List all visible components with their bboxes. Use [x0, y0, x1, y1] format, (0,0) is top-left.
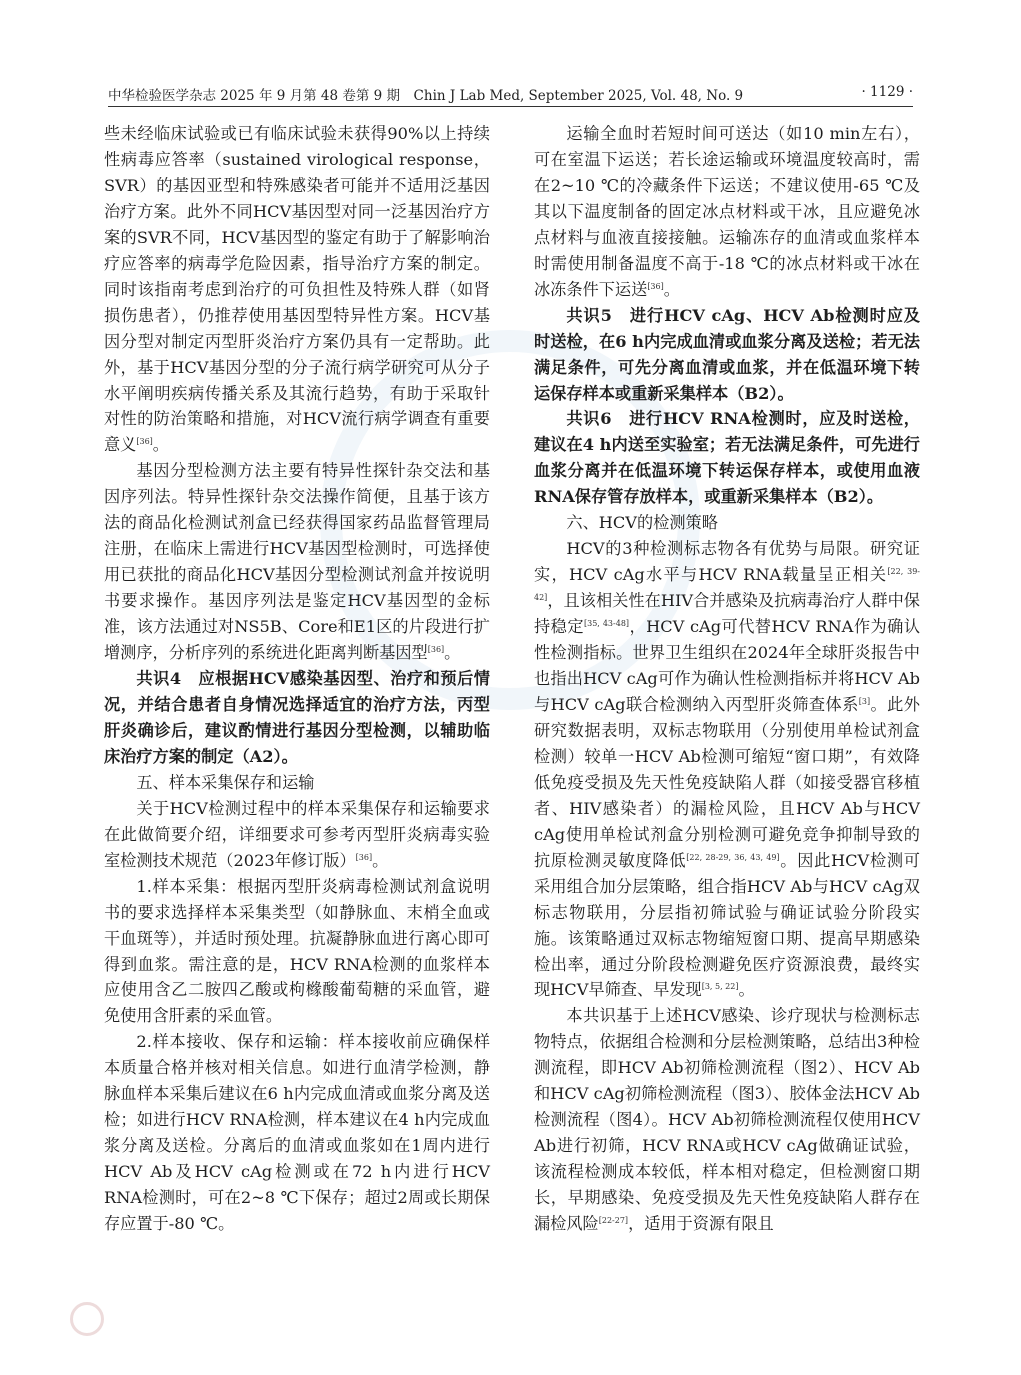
citation-ref: [22-27] — [598, 1216, 629, 1226]
text-run: 。因此HCV检测可采用组合加分层策略，组合指HCV Ab与HCV cAg双标志物联用，分层指初筛试验与确证试验分阶段实施。该策略通过双标志物缩短窗口期、提高早期感染检出率，通过分阶段检测避免医疗资源浪费，最终实现HCV早筛查、早发现 — [534, 850, 920, 1000]
paragraph — [104, 874, 490, 1030]
text-run: ，适用于资源有限且 — [628, 1214, 774, 1234]
citation-ref: [3] — [858, 696, 871, 706]
text-run: 五、样本采集保存和运输 — [136, 772, 315, 792]
paragraph — [534, 121, 920, 303]
citation-ref: [22, 28-29, 36, 43, 49] — [686, 852, 780, 862]
text-run: HCV的3种检测标志物各有优势与局限。研究证实，HCV cAg水平与HCV RNA载量呈正相关 — [534, 539, 920, 585]
citation-ref: [36] — [355, 852, 373, 862]
journal-citation: 中华检验医学杂志 2025 年 9 月第 48 卷第 9 期 Chin J Lab Med, September 2025, Vol. 48, No. 9 — [108, 88, 744, 104]
text-run: 。 — [372, 850, 389, 870]
left-column — [104, 121, 490, 1237]
text-run: 共识5 进行HCV cAg、HCV Ab检测时应及时送检，在6 h内完成血清或血浆分离及送检；若无法满足条件，可先分离血清或血浆，并在低温环境下转运保存样本或重新采集样本（B2）。 — [534, 305, 920, 403]
citation-ref: [36] — [136, 437, 153, 447]
text-run: 1.样本采集：根据丙型肝炎病毒检测试剂盒说明书的要求选择样本采集类型（如静脉血、末梢全血或干血斑等），并适时预处理。抗凝静脉血进行离心即可得到血浆。需注意的是，HCV RNA检测的血浆样本应使用含乙二胺四乙酸或枸橼酸葡萄糖的采血管，避免使用含肝素的采血管。 — [104, 876, 490, 1026]
text-run: 。 — [663, 279, 680, 299]
paragraph — [104, 1029, 490, 1237]
text-run: 共识6 进行HCV RNA检测时，应及时送检，建议在4 h内送至实验室；若无法满足条件，可先进行血浆分离并在低温环境下转运保存样本，或使用血液RNA保存管存放样本，或重新采集样本（B2）。 — [534, 409, 920, 507]
citation-ref: [36] — [427, 645, 445, 655]
text-run: ，HCV cAg可代替HCV RNA作为确认性检测指标。世界卫生组织在2024年全球肝炎报告中也指出HCV cAg可作为确认性检测指标并将HCV Ab与HCV cAg联合检测纳入丙型肝炎筛查体系 — [534, 617, 921, 714]
text-run: ，且该相关性在HIV合并感染及抗病毒治疗人群中保持稳定 — [534, 591, 920, 637]
paragraph — [104, 796, 490, 874]
section-heading — [104, 770, 490, 796]
text-run: 关于HCV检测过程中的样本采集保存和运输要求在此做简要介绍，详细要求可参考丙型肝炎病毒实验室检测技术规范（2023年修订版） — [104, 798, 490, 870]
running-header — [108, 80, 913, 106]
text-run: 基因分型检测方法主要有特异性探针杂交法和基因序列法。特异性探针杂交法操作简便，且基于该方法的商品化检测试剂盒已经获得国家药品监督管理局注册，在临床上需进行HCV基因型检测时，可选择使用已获批的商品化HCV基因分型检测试剂盒并按说明书要求操作。基因序列法是鉴定HCV基因型的金标准，该方法通过对NS5B、Core和E1区的片段进行扩增测序，分析序列的系统进化距离判断基因型 — [104, 461, 490, 663]
header-rule — [108, 106, 913, 107]
text-run: 。 — [152, 435, 169, 455]
paragraph — [104, 121, 490, 458]
citation-ref: [22, 39-42] — [534, 567, 920, 603]
text-run: 些未经临床试验或已有临床试验未获得90%以上持续性病毒应答率（sustained virological response，SVR）的基因亚型和特殊感染者可能并不适用泛基因治疗方案。此外不同HCV基因型对同一泛基因治疗方案的SVR不同，HCV基因型的鉴定有助于了解影响治疗应答率的病毒学危险因素，指导治疗方案的制定。同时该指南考虑到治疗的可负担性及特殊人群（如肾损伤患者），仍推荐使用基因型特异性方案。HCV基因分型对制定丙型肝炎治疗方案仍具有一定帮助。此外，基于HCV基因分型的分子流行病学研究可从分子水平阐明疾病传播关系及其流行趋势，有助于采取针对性的防治策略和措施，对HCV流行病学调查有重要意义 — [104, 124, 490, 455]
text-run: 2.样本接收、保存和运输：样本接收前应确保样本质量合格并核对相关信息。如进行血清学检测，静脉血样本采集后建议在6 h内完成血清或血浆分离及送检；如进行HCV RNA检测，样本建议在4 h内完成血浆分离及送检。分离后的血清或血浆如在1周内进行HCV Ab及HCV cAg检测或在72 h内进行HCV RNA检测时，可在2~8 ℃下保存；超过2周或长期保存应置于-80 ℃。 — [104, 1032, 490, 1234]
page-number: · 1129 · — [861, 84, 913, 100]
consensus-statement — [104, 666, 490, 770]
consensus-statement — [534, 406, 920, 510]
text-run: 共识4 应根据HCV感染基因型、治疗和预后情况，并结合患者自身情况选择适宜的治疗方法，丙型肝炎确诊后，建议酌情进行基因分型检测，以辅助临床治疗方案的制定（A2）。 — [104, 669, 490, 766]
paragraph — [534, 536, 920, 1003]
text-run: 运输全血时若短时间可送达（如10 min左右），可在室温下运送；若长途运输或环境温度较高时，需在2~10 ℃的冷藏条件下运送；不建议使用-65 ℃及其以下温度制备的固定冰点材料或干冰，且应避免冰点材料与血液直接接触。运输冻存的血清或血浆样本时需使用制备温度不高于-18 ℃的冰点材料或干冰在冰冻条件下运送 — [534, 124, 920, 299]
paragraph — [534, 1003, 920, 1237]
publisher-seal-icon — [70, 1302, 104, 1336]
right-column — [534, 121, 920, 1237]
citation-ref: [35, 43-48] — [583, 619, 630, 629]
publisher-logo — [70, 1300, 450, 1340]
text-run: 本共识基于上述HCV感染、诊疗现状与检测标志物特点，依据组合检测和分层检测策略，总结出3种检测流程，即HCV Ab初筛检测流程（图2）、HCV Ab和HCV cAg初筛检测流程（图3）、胶体金法HCV Ab检测流程（图4）。HCV Ab初筛检测流程仅使用HCV Ab进行初筛，HCV RNA或HCV cAg做确证试验，该流程检测成本较低，样本相对稳定，但检测窗口期长，早期感染、免疫受损及先天性免疫缺陷人群存在漏检风险 — [534, 1006, 920, 1234]
section-heading — [534, 510, 920, 536]
text-run: 。 — [738, 980, 755, 1000]
citation-ref: [3, 5, 22] — [701, 982, 739, 992]
text-run: 六、HCV的检测策略 — [566, 513, 718, 533]
text-run: 。此外研究数据表明，双标志物联用（分别使用单检试剂盒检测）较单一HCV Ab检测可缩短“窗口期”，有效降低免疫受损及先天性免疫缺陷人群（如接受器官移植者、HIV感染者）的漏检风险，且HCV Ab与HCV cAg使用单检试剂盒分别检测可避免竞争抑制导致的抗原检测灵敏度降低 — [534, 694, 920, 870]
consensus-statement — [534, 303, 920, 407]
paragraph — [104, 458, 490, 666]
text-run: 。 — [444, 643, 461, 663]
citation-ref: [36] — [647, 281, 664, 291]
